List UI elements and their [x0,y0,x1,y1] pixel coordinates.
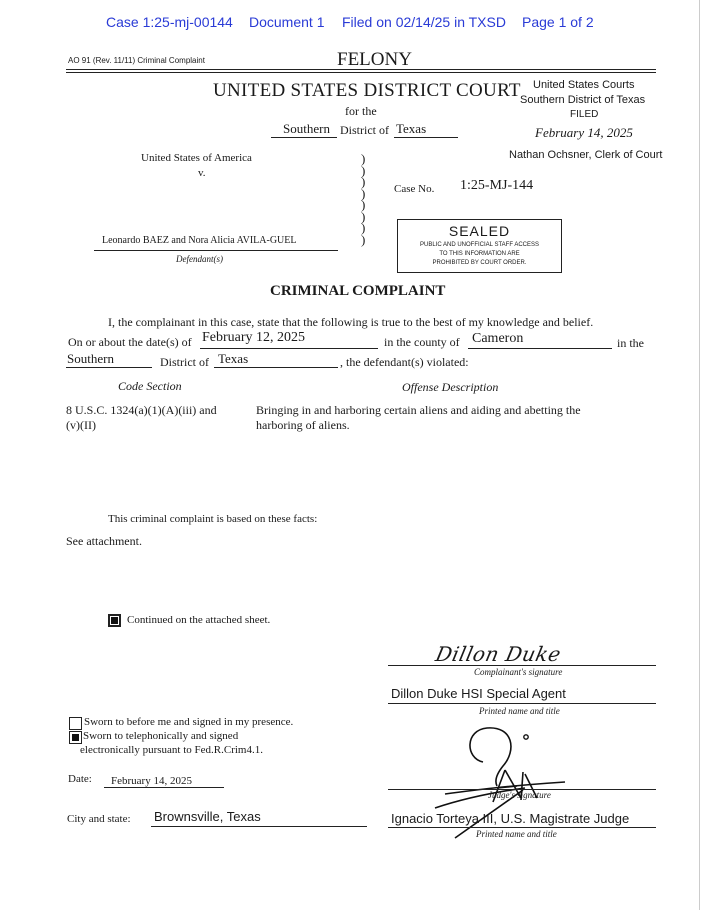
complaint-intro: I, the complainant in this case, state that the following is true to the best of my knowledge and belief. [108,315,594,329]
date-underline [200,348,378,349]
in-the-label: in the [617,336,644,350]
caption-brace: ) ) ) ) ) ) ) ) [361,151,366,247]
date-label: Date: [68,773,92,785]
plaintiff-name: United States of America [141,152,252,164]
stamp-clerk: Nathan Ochsner, Clerk of Court [509,149,663,161]
sworn-telephonic-label-1: Sworn to telephonically and signed [83,730,239,742]
case-no-value: 1:25-MJ-144 [460,178,534,193]
complaint-district-underline [66,367,152,368]
district-underline [271,137,337,138]
complainant-printed-line [388,703,656,704]
facts-intro: This criminal complaint is based on these facts: [108,513,318,525]
judge-signature-label: Judge's signature [488,790,551,800]
offense-description-line2: harboring of aliens. [256,418,350,432]
judge-printed-name: Ignacio Torteya III, U.S. Magistrate Judge [391,811,630,826]
offense-date: February 12, 2025 [202,330,306,345]
date-underline-bottom [104,787,224,788]
offense-description-line1: Bringing in and harboring certain aliens and aiding and abetting the [256,403,581,417]
complaint-district-name: Southern [67,351,114,366]
complaint-state-underline [214,367,338,368]
complainant-signature-label: Complainant's signature [474,667,563,677]
city-value: Brownsville, Texas [154,809,261,824]
court-district-name: Southern [283,121,330,136]
city-label: City and state: [67,813,131,825]
offense-description-header: Offense Description [402,380,499,394]
page-edge [699,0,700,910]
document-number-header: Document 1 [249,14,325,30]
judge-printed-label: Printed name and title [476,829,557,839]
court-district-of: District of [340,123,389,137]
code-section-line1: 8 U.S.C. 1324(a)(1)(A)(iii) and [66,403,217,417]
judge-printed-line [388,827,656,828]
county-underline [468,348,612,349]
sworn-telephonic-label-2: electronically pursuant to Fed.R.Crim4.1. [80,744,263,756]
case-number-header: Case 1:25-mj-00144 [106,14,233,30]
sworn-in-presence-checkbox[interactable] [69,717,82,730]
page-header: Page 1 of 2 [522,14,594,30]
complainant-signature: Dillon Duke [433,642,564,666]
code-section-header: Code Section [118,379,182,393]
sealed-line2: TO THIS INFORMATION ARE [439,251,520,257]
stamp-line2: Southern District of Texas [520,94,646,106]
court-state: Texas [396,121,427,136]
county-value: Cameron [472,331,524,346]
continued-label: Continued on the attached sheet. [127,614,271,626]
continued-checkbox[interactable] [108,614,121,627]
code-section-line2: (v)(II) [66,418,96,432]
filed-header: Filed on 02/14/25 in TXSD [342,14,506,30]
complaint-district-of: District of [160,355,209,369]
stamp-line1: United States Courts [533,79,635,91]
court-title: UNITED STATES DISTRICT COURT [213,80,521,101]
felony-label: FELONY [337,49,412,70]
continued-checkbox-mark [111,617,118,624]
header-rule-thin [66,72,656,73]
sealed-title: SEALED [448,223,511,239]
sealed-box [397,219,562,273]
violated-label: , the defendant(s) violated: [340,355,469,369]
sworn-in-presence-label: Sworn to before me and signed in my presence. [84,716,294,728]
complainant-signature-line [388,665,656,666]
stamp-date: February 14, 2025 [535,125,633,140]
case-no-label: Case No. [394,183,435,195]
defendants-label: Defendant(s) [176,254,223,264]
state-underline [394,137,458,138]
versus-label: v. [198,167,206,179]
complaint-state: Texas [218,351,249,366]
sworn-telephonic-checkbox[interactable] [69,731,82,744]
complainant-printed-label: Printed name and title [479,706,560,716]
in-county-label: in the county of [384,335,460,349]
on-about-label: On or about the date(s) of [68,335,192,349]
complaint-title: CRIMINAL COMPLAINT [270,283,446,299]
sealed-line3: PROHIBITED BY COURT ORDER. [432,260,527,266]
facts-value: See attachment. [66,534,142,548]
date-value: February 14, 2025 [111,775,192,787]
defendants-underline [94,250,338,251]
city-underline [151,826,367,827]
complainant-printed-name: Dillon Duke HSI Special Agent [391,686,566,701]
defendants-names: Leonardo BAEZ and Nora Alicia AVILA-GUEL [102,235,297,246]
sealed-line1: PUBLIC AND UNOFFICIAL STAFF ACCESS [419,242,540,248]
form-id: AO 91 (Rev. 11/11) Criminal Complaint [68,56,205,65]
stamp-line3: FILED [570,109,599,120]
header-rule [66,69,656,70]
for-the-label: for the [345,104,377,118]
